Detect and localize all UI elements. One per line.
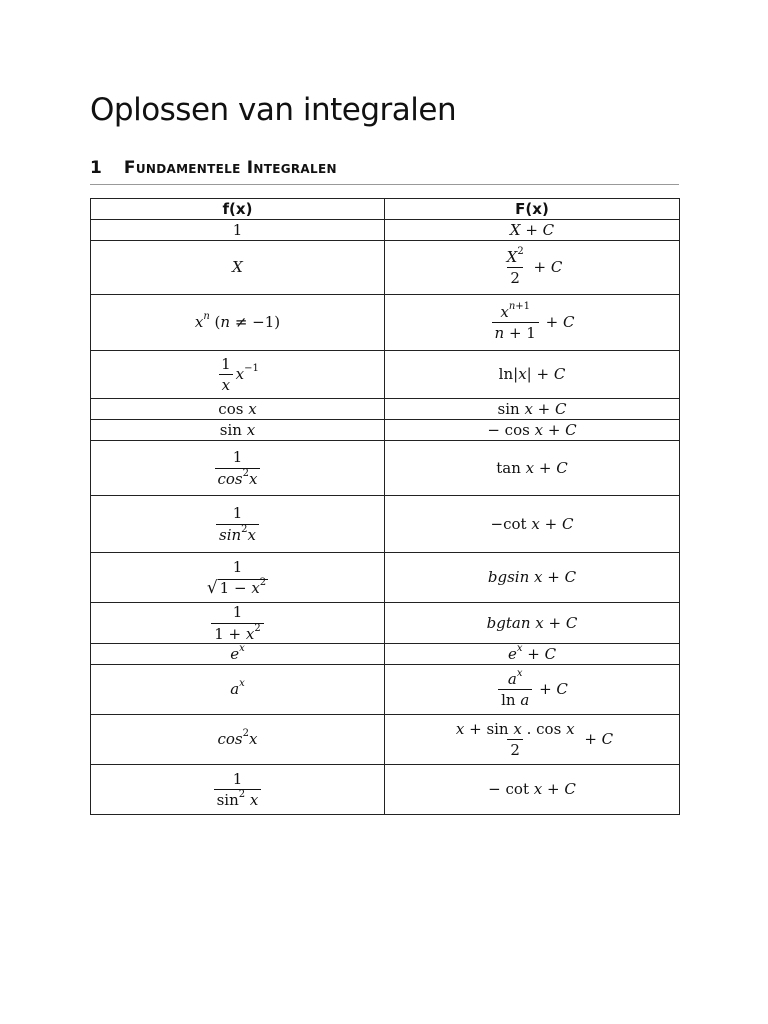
cell-f: sin x xyxy=(91,420,385,441)
cell-f: $\frac{1}{1 + x^2}$ xyxy=(91,603,385,644)
section-number: 1 xyxy=(90,158,102,178)
cell-F: $\frac{x^{n+1}}{n + 1}$ + C xyxy=(385,295,680,351)
column-header-f: f(x) xyxy=(91,199,385,220)
cell-f: $\cos^2x$ xyxy=(91,715,385,765)
cell-F: tan x + C xyxy=(385,441,680,496)
cell-F: $\frac{a^x}{\text{ln a}}$ + C xyxy=(385,665,680,715)
table-row xyxy=(91,220,680,241)
cell-f: $\frac{1}{\sin^2 x}$ xyxy=(91,765,385,815)
cell-f: $e^x$ xyxy=(91,644,385,665)
cell-F: $\frac{X^2}{2}$ + C xyxy=(385,241,680,295)
table-row xyxy=(91,603,680,644)
cell-F: sin x + C xyxy=(385,399,680,420)
cell-f: $\frac{1}{\sin^2x}$ xyxy=(91,496,385,553)
table-row xyxy=(91,665,680,715)
table-row xyxy=(91,553,680,603)
cell-f: $a^x$ xyxy=(91,665,385,715)
table-row xyxy=(91,441,680,496)
cell-F: −cot x + C xyxy=(385,496,680,553)
table-row xyxy=(91,644,680,665)
cell-F: ln|x| + C xyxy=(385,351,680,399)
cell-F: $\frac{\text{x + sin x . cos x}}{2}$ + C xyxy=(385,715,680,765)
cell-F: − cos x + C xyxy=(385,420,680,441)
cell-f: $\frac{1}{\cos^2x}$ xyxy=(91,441,385,496)
page-title: Oplossen van integralen xyxy=(90,92,457,128)
cell-f: $x^n$ (n ≠ −1) xyxy=(91,295,385,351)
table-header-row xyxy=(91,199,680,220)
column-header-F: F(x) xyxy=(385,199,680,220)
cell-F: bgtan x + C xyxy=(385,603,680,644)
cell-f: 1 xyxy=(91,220,385,241)
cell-F: $e^x + C$ xyxy=(385,644,680,665)
integrals-table xyxy=(90,198,680,815)
cell-f: 1 √ $1 - x^2$ xyxy=(91,553,385,603)
table-row xyxy=(91,715,680,765)
table-row xyxy=(91,241,680,295)
section-heading xyxy=(90,158,679,185)
table-row xyxy=(91,496,680,553)
cell-f: cos x xyxy=(91,399,385,420)
table-row xyxy=(91,420,680,441)
cell-F: X + C xyxy=(385,220,680,241)
cell-f: X xyxy=(91,241,385,295)
cell-F: bgsin x + C xyxy=(385,553,680,603)
cell-F: − cot x + C xyxy=(385,765,680,815)
section-title: Fundamentele Integralen xyxy=(123,158,337,178)
table-row xyxy=(91,765,680,815)
cell-f: $\frac{1}{x}$ $x^{-1}$ xyxy=(91,351,385,399)
table-row xyxy=(91,399,680,420)
table-row xyxy=(91,351,680,399)
table-row xyxy=(91,295,680,351)
